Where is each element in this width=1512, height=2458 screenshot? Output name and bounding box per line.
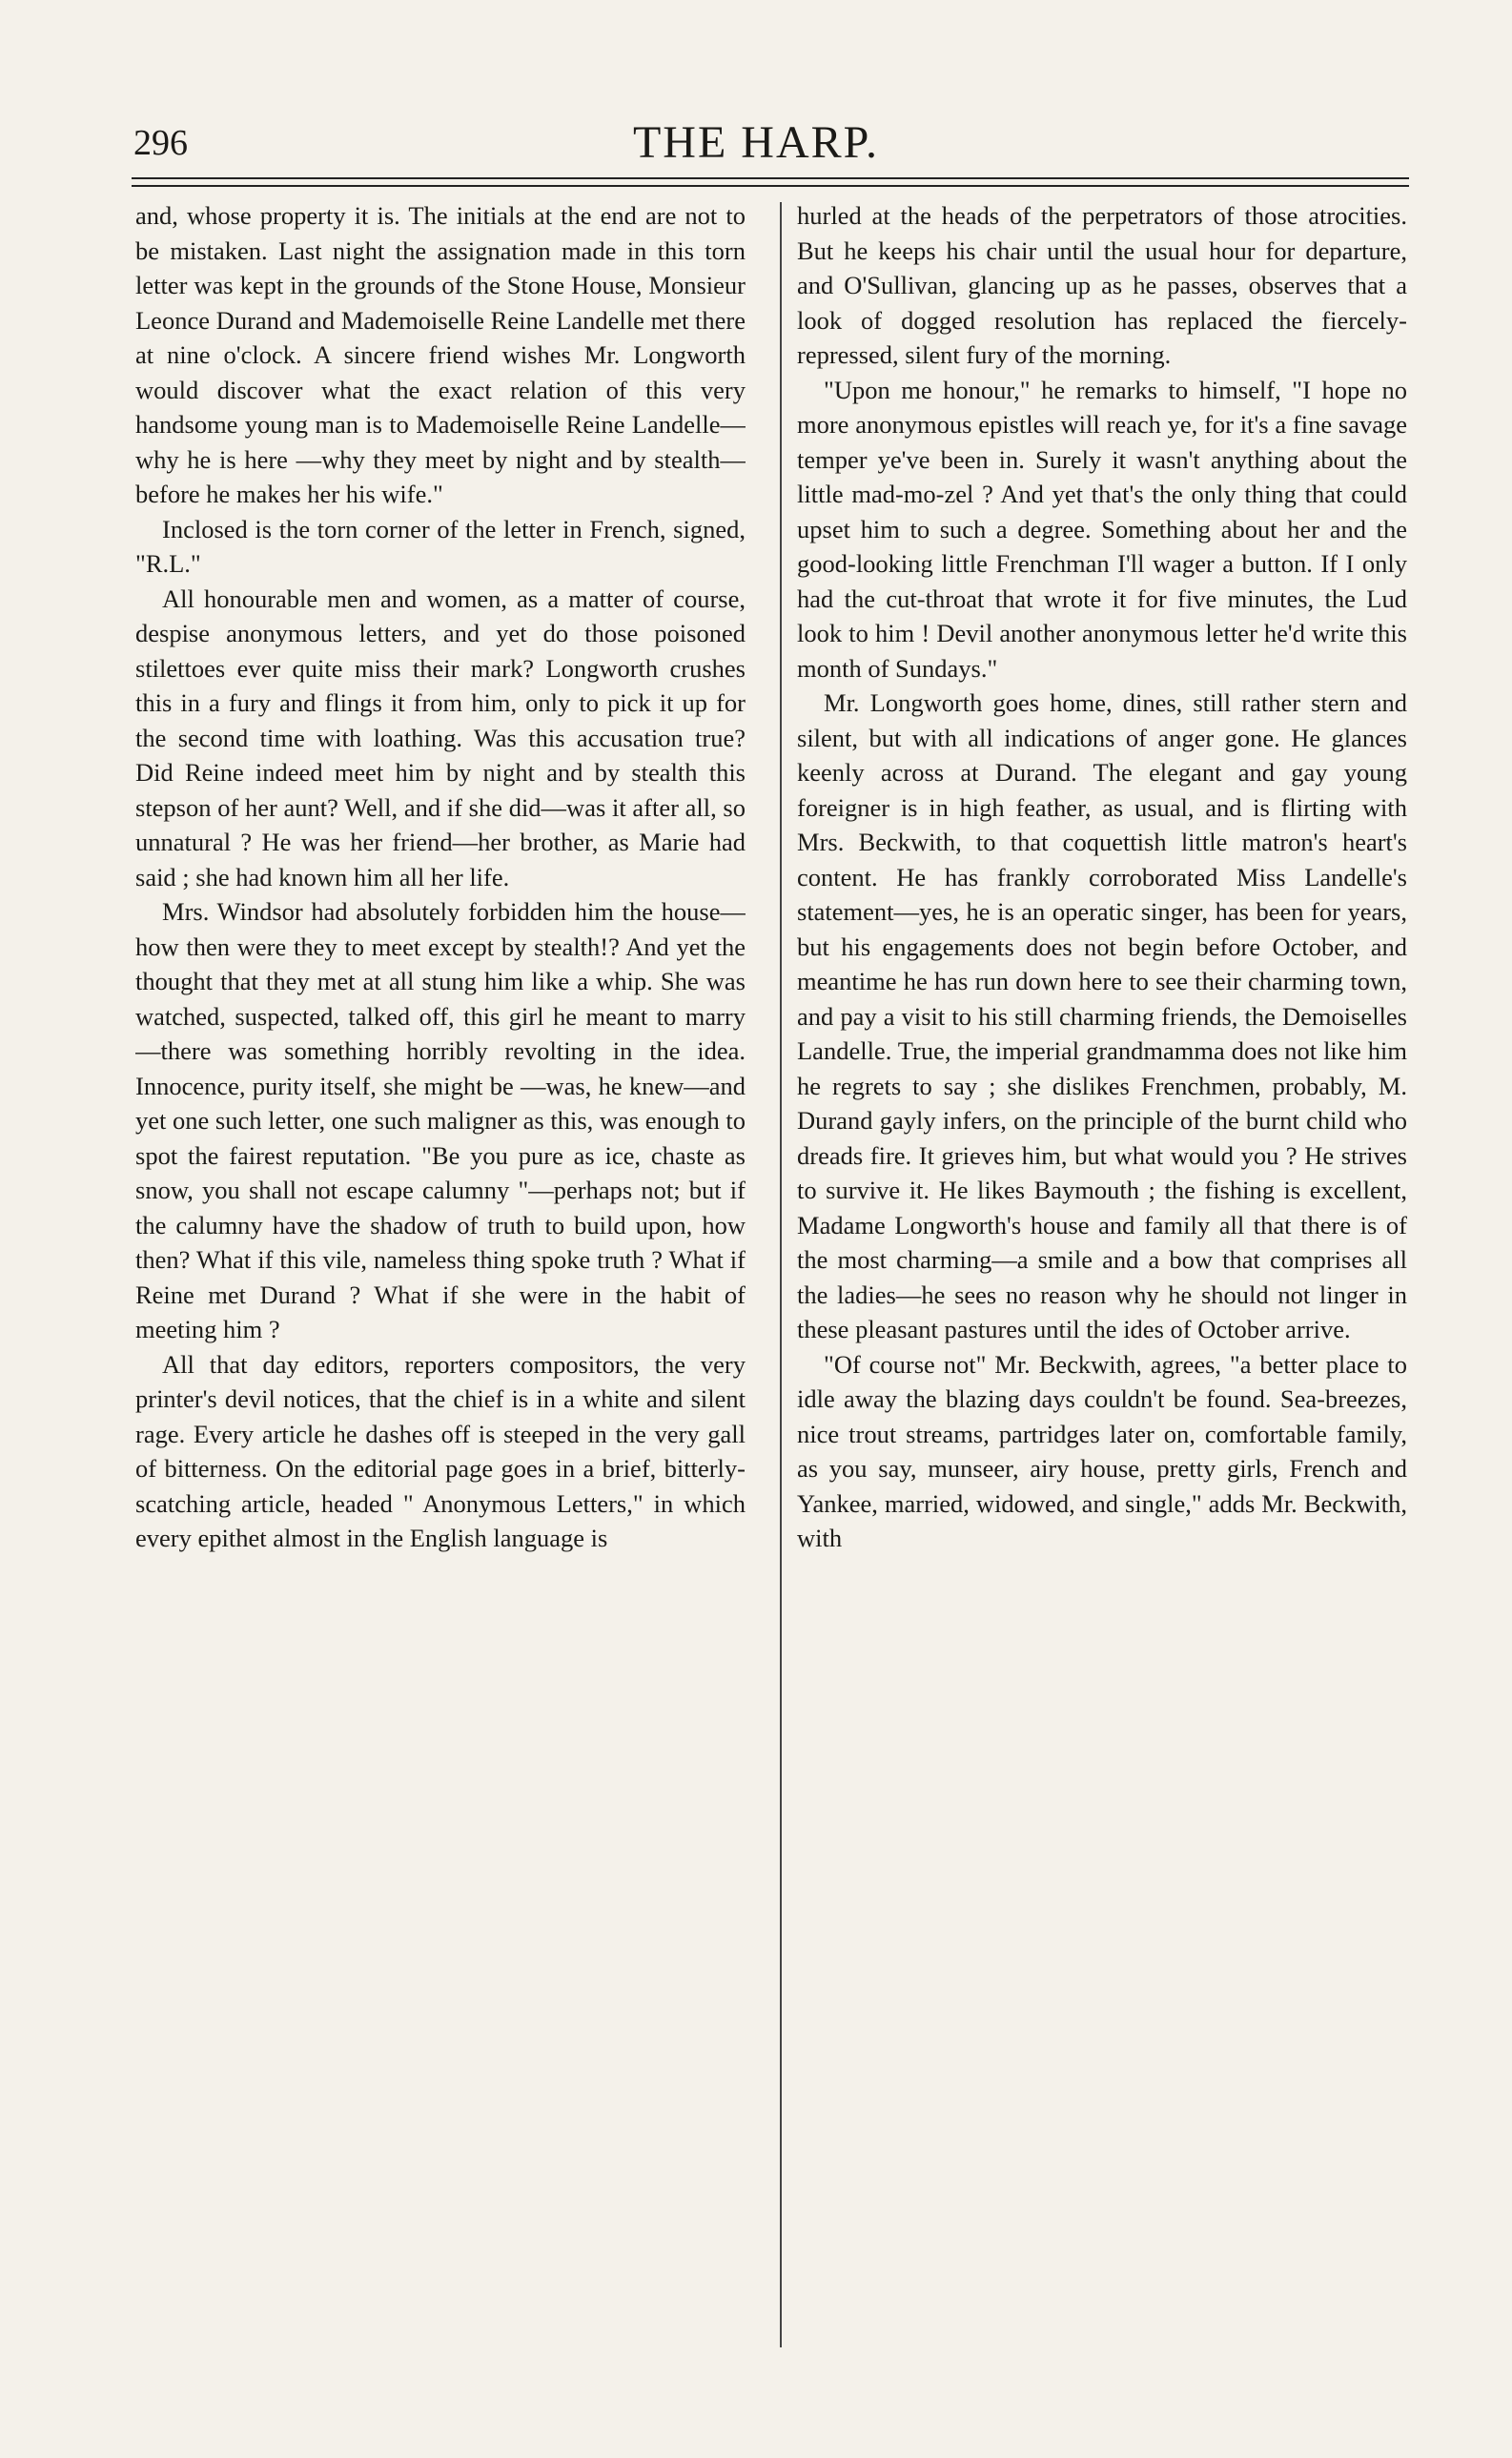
paragraph: Mr. Longworth goes home, dines, still rather stern and silent, but with all indications of anger gone. He glances keenly across at Durand. The elegant and gay young foreigner is in high feather, as usual, and is flirting with Mrs. Beckwith, to that coquettish little matron's heart's content. He has frankly corroborated Miss Landelle's statement—yes, he is an operatic singer, has been for years, but his engagements does not begin before October, and meantime he has run down here to see their charming town, and pay a visit to his still charming friends, the Demoiselles Landelle. True, the imperial grandmamma does not like him he regrets to say ; she dislikes Frenchmen, probably, M. Durand gayly infers, on the principle of the burnt child who dreads fire. It grieves him, but what would you ? He strives to survive it. He likes Baymouth ; the fishing is excellent, Madame Longworth's house and family all that there is of the most charming—a smile and a bow that comprises all the ladies—he sees no reason why he should not linger in these pleasant pastures until the ides of October arrive. xyxy=(797,688,1407,1343)
right-column xyxy=(797,198,1407,2372)
paragraph: All honourable men and women, as a matter of course, despise anonymous letters, and yet do those poisoned stilettoes ever quite miss their mark? Longworth crushes this in a fury and flings it from him, only to pick it up for the second time with loathing. Was this accusation true? Did Reine indeed meet him by night and by stealth this stepson of her aunt? Well, and if she did—was it after all, so unnatural ? He was her friend—her brother, as Marie had said ; she had known him all her life. xyxy=(135,584,746,891)
paragraph: Mrs. Windsor had absolutely forbidden him the house—how then were they to meet except by stealth!? And yet the thought that they met at all stung him like a whip. She was watched, suspected, talked off, this girl he meant to marry—there was something horribly revolting in the idea. Innocence, purity itself, she might be —was, he knew—and yet one such letter, one such maligner as this, was enough to spot the fairest reputation. "Be you pure as ice, chaste as snow, you shall not escape calumny "—perhaps not; but if the calumny have the shadow of truth to build upon, how then? What if this vile, nameless thing spoke truth ? What if Reine met Durand ? What if she were in the habit of meeting him ? xyxy=(135,897,746,1343)
paragraph: "Of course not" Mr. Beckwith, agrees, "a better place to idle away the blazing days couldn't be found. Sea-breezes, nice trout streams, partridges later on, comfortable family, as you say, munseer, airy house, pretty girls, French and Yankee, married, widowed, and single," adds Mr. Beckwith, with xyxy=(797,1349,1407,1552)
paragraph: Inclosed is the torn corner of the letter in French, signed, "R.L." xyxy=(135,514,746,578)
paragraph: hurled at the heads of the perpetrators of those atrocities. But he keeps his chair until the usual hour for departure, and O'Sullivan, glancing up as he passes, observes that a look of dogged resolution has replaced the fiercely-repressed, silent fury of the morning. xyxy=(797,201,1407,369)
page-number: 296 xyxy=(133,123,188,163)
header-rule-bottom xyxy=(132,185,1409,187)
paragraph: and, whose property it is. The initials at the end are not to be mistaken. Last night the assignation made in this torn letter was kept in the grounds of the Stone House, Monsieur Leonce Durand and Mademoiselle Reine Landelle met there at nine o'clock. A sincere friend wishes Mr. Longworth would discover what the exact relation of this very handsome young man is to Mademoiselle Reine Landelle—why he is here —why they meet by night and by stealth—before he makes her his wife." xyxy=(135,201,746,508)
paragraph: "Upon me honour," he remarks to himself, "I hope no more anonymous epistles will reach ye, for it's a fine savage temper ye've been in. Surely it wasn't anything about the little mad-mo-zel ? And yet that's the only thing that could upset him to such a degree. Something about her and the good-looking little Frenchman I'll wager a button. If I only had the cut-throat that wrote it for five minutes, the Lud look to him ! Devil another anonymous letter he'd write this month of Sundays." xyxy=(797,375,1407,683)
paragraph: All that day editors, reporters compositors, the very printer's devil notices, that the chief is in a white and silent rage. Every article he dashes off is steeped in the very gall of bitterness. On the editorial page goes in a brief, bitterly-scatching article, headed " Anonymous Letters," in which every epithet almost in the English language is xyxy=(135,1349,746,1552)
left-column xyxy=(135,198,746,2372)
running-title: THE HARP. xyxy=(632,117,880,168)
column-divider xyxy=(780,202,782,2347)
header-rule-top xyxy=(132,177,1409,179)
